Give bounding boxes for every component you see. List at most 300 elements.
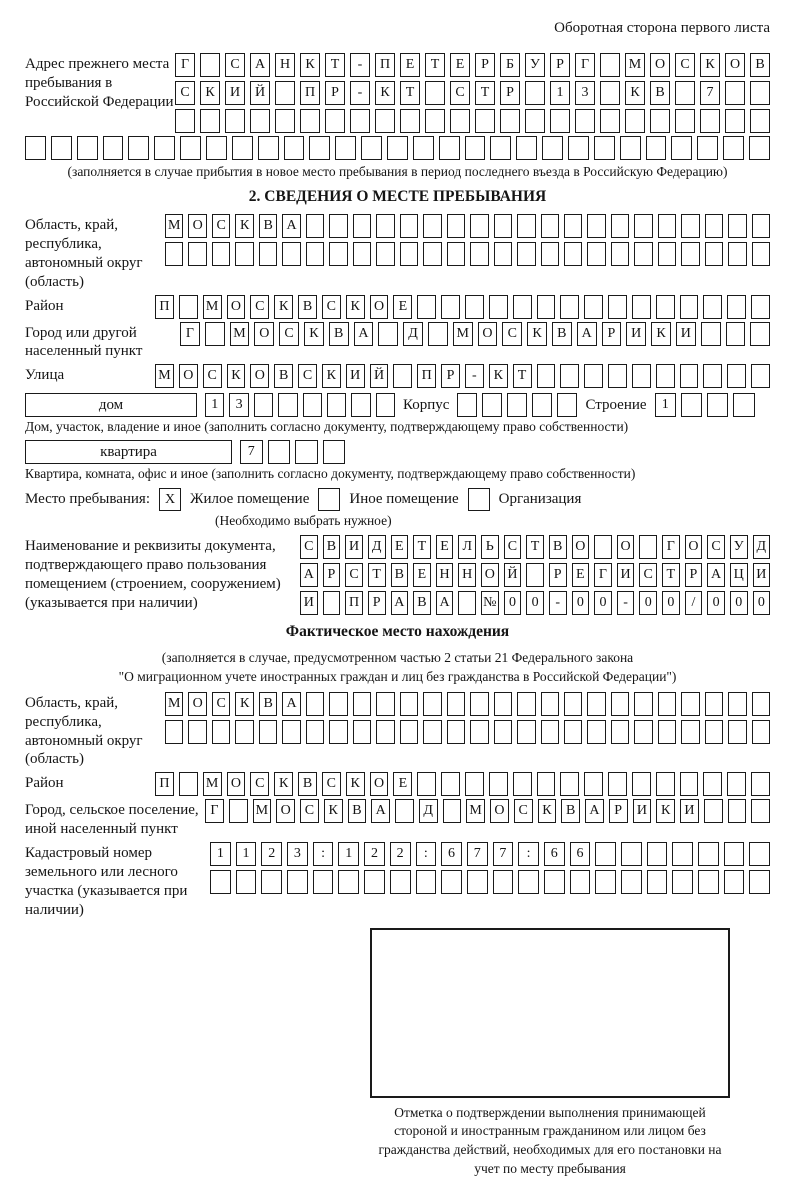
- char-cell[interactable]: С: [322, 772, 341, 796]
- char-cell[interactable]: [507, 393, 527, 417]
- char-cell[interactable]: О: [481, 563, 499, 587]
- char-cell[interactable]: Ь: [481, 535, 499, 559]
- char-cell[interactable]: О: [254, 322, 274, 346]
- char-cell[interactable]: [698, 870, 719, 894]
- char-cell[interactable]: [542, 136, 563, 160]
- char-cell[interactable]: [733, 393, 754, 417]
- char-cell[interactable]: [752, 720, 770, 744]
- char-cell[interactable]: Д: [753, 535, 771, 559]
- char-cell[interactable]: К: [274, 295, 293, 319]
- char-cell[interactable]: [390, 870, 411, 894]
- char-cell[interactable]: [526, 563, 544, 587]
- char-cell[interactable]: Н: [275, 53, 295, 77]
- char-cell[interactable]: [258, 136, 279, 160]
- char-cell[interactable]: [751, 295, 770, 319]
- char-cell[interactable]: [393, 364, 412, 388]
- char-cell[interactable]: О: [276, 799, 295, 823]
- char-cell[interactable]: [395, 799, 414, 823]
- char-cell[interactable]: [275, 109, 295, 133]
- char-cell[interactable]: И: [633, 799, 652, 823]
- char-cell[interactable]: [494, 720, 512, 744]
- char-cell[interactable]: В: [329, 322, 349, 346]
- char-cell[interactable]: [575, 109, 595, 133]
- char-cell[interactable]: Р: [325, 81, 345, 105]
- char-cell[interactable]: 6: [441, 842, 462, 866]
- char-cell[interactable]: [306, 242, 324, 266]
- char-cell[interactable]: Е: [413, 563, 431, 587]
- char-cell[interactable]: О: [188, 214, 206, 238]
- char-cell[interactable]: [749, 870, 770, 894]
- char-cell[interactable]: [611, 720, 629, 744]
- char-cell[interactable]: [656, 295, 675, 319]
- char-cell[interactable]: [611, 692, 629, 716]
- char-cell[interactable]: [656, 364, 675, 388]
- char-cell[interactable]: [212, 720, 230, 744]
- char-cell[interactable]: [338, 870, 359, 894]
- char-cell[interactable]: 0: [753, 591, 771, 615]
- char-cell[interactable]: [205, 322, 225, 346]
- char-cell[interactable]: [658, 242, 676, 266]
- char-cell[interactable]: [611, 242, 629, 266]
- char-cell[interactable]: [727, 295, 746, 319]
- char-cell[interactable]: Р: [602, 322, 622, 346]
- char-cell[interactable]: 7: [700, 81, 720, 105]
- char-cell[interactable]: [600, 109, 620, 133]
- char-cell[interactable]: [707, 393, 728, 417]
- char-cell[interactable]: [632, 295, 651, 319]
- checkbox-other-premises[interactable]: [318, 488, 340, 511]
- char-cell[interactable]: [517, 720, 535, 744]
- char-cell[interactable]: [634, 242, 652, 266]
- char-cell[interactable]: Г: [205, 799, 224, 823]
- char-cell[interactable]: [447, 214, 465, 238]
- char-cell[interactable]: О: [478, 322, 498, 346]
- char-cell[interactable]: [537, 772, 556, 796]
- char-cell[interactable]: [306, 720, 324, 744]
- char-cell[interactable]: [727, 364, 746, 388]
- char-cell[interactable]: С: [450, 81, 470, 105]
- char-cell[interactable]: [518, 870, 539, 894]
- char-cell[interactable]: [353, 242, 371, 266]
- char-cell[interactable]: [544, 870, 565, 894]
- char-cell[interactable]: [587, 214, 605, 238]
- char-cell[interactable]: [560, 772, 579, 796]
- char-cell[interactable]: [303, 393, 322, 417]
- char-cell[interactable]: [564, 214, 582, 238]
- char-cell[interactable]: [200, 53, 220, 77]
- char-cell[interactable]: С: [300, 799, 319, 823]
- char-cell[interactable]: [210, 870, 231, 894]
- char-cell[interactable]: [697, 136, 718, 160]
- char-cell[interactable]: [493, 870, 514, 894]
- house-type-box[interactable]: дом: [25, 393, 197, 417]
- char-cell[interactable]: 0: [662, 591, 680, 615]
- char-cell[interactable]: И: [346, 364, 365, 388]
- char-cell[interactable]: [750, 81, 770, 105]
- char-cell[interactable]: [423, 720, 441, 744]
- char-cell[interactable]: [327, 393, 346, 417]
- char-cell[interactable]: А: [282, 214, 300, 238]
- char-cell[interactable]: В: [259, 692, 277, 716]
- char-cell[interactable]: О: [188, 692, 206, 716]
- char-cell[interactable]: [439, 136, 460, 160]
- char-cell[interactable]: С: [298, 364, 317, 388]
- char-cell[interactable]: С: [279, 322, 299, 346]
- char-cell[interactable]: [750, 109, 770, 133]
- char-cell[interactable]: 1: [205, 393, 224, 417]
- char-cell[interactable]: Н: [436, 563, 454, 587]
- char-cell[interactable]: [275, 81, 295, 105]
- char-cell[interactable]: -: [549, 591, 567, 615]
- char-cell[interactable]: [728, 242, 746, 266]
- char-cell[interactable]: [639, 535, 657, 559]
- char-cell[interactable]: К: [346, 295, 365, 319]
- char-cell[interactable]: [278, 393, 297, 417]
- char-cell[interactable]: [587, 692, 605, 716]
- char-cell[interactable]: Г: [662, 535, 680, 559]
- char-cell[interactable]: [681, 242, 699, 266]
- char-cell[interactable]: [282, 720, 300, 744]
- char-cell[interactable]: М: [466, 799, 485, 823]
- char-cell[interactable]: [513, 295, 532, 319]
- char-cell[interactable]: [295, 440, 318, 464]
- char-cell[interactable]: Р: [441, 364, 460, 388]
- char-cell[interactable]: [447, 242, 465, 266]
- char-cell[interactable]: [416, 870, 437, 894]
- char-cell[interactable]: Т: [413, 535, 431, 559]
- char-cell[interactable]: С: [212, 214, 230, 238]
- char-cell[interactable]: С: [250, 295, 269, 319]
- char-cell[interactable]: [417, 772, 436, 796]
- char-cell[interactable]: [557, 393, 577, 417]
- char-cell[interactable]: 3: [229, 393, 248, 417]
- char-cell[interactable]: Й: [370, 364, 389, 388]
- char-cell[interactable]: 7: [240, 440, 263, 464]
- char-cell[interactable]: [154, 136, 175, 160]
- char-cell[interactable]: [329, 242, 347, 266]
- char-cell[interactable]: У: [525, 53, 545, 77]
- char-cell[interactable]: 0: [526, 591, 544, 615]
- char-cell[interactable]: [417, 295, 436, 319]
- char-cell[interactable]: [387, 136, 408, 160]
- char-cell[interactable]: 2: [261, 842, 282, 866]
- char-cell[interactable]: К: [304, 322, 324, 346]
- char-cell[interactable]: К: [651, 322, 671, 346]
- char-cell[interactable]: [752, 214, 770, 238]
- char-cell[interactable]: [165, 242, 183, 266]
- char-cell[interactable]: [595, 870, 616, 894]
- char-cell[interactable]: [727, 772, 746, 796]
- char-cell[interactable]: Е: [391, 535, 409, 559]
- char-cell[interactable]: 6: [570, 842, 591, 866]
- char-cell[interactable]: [621, 870, 642, 894]
- char-cell[interactable]: [423, 214, 441, 238]
- char-cell[interactable]: [560, 364, 579, 388]
- char-cell[interactable]: С: [707, 535, 725, 559]
- char-cell[interactable]: И: [225, 81, 245, 105]
- char-cell[interactable]: [443, 799, 462, 823]
- char-cell[interactable]: [728, 692, 746, 716]
- char-cell[interactable]: [647, 870, 668, 894]
- char-cell[interactable]: -: [465, 364, 484, 388]
- char-cell[interactable]: К: [625, 81, 645, 105]
- char-cell[interactable]: А: [371, 799, 390, 823]
- char-cell[interactable]: Н: [458, 563, 476, 587]
- char-cell[interactable]: А: [585, 799, 604, 823]
- char-cell[interactable]: [516, 136, 537, 160]
- char-cell[interactable]: [364, 870, 385, 894]
- char-cell[interactable]: И: [676, 322, 696, 346]
- char-cell[interactable]: А: [282, 692, 300, 716]
- char-cell[interactable]: [325, 109, 345, 133]
- char-cell[interactable]: [447, 692, 465, 716]
- char-cell[interactable]: [564, 242, 582, 266]
- char-cell[interactable]: [353, 720, 371, 744]
- char-cell[interactable]: Р: [500, 81, 520, 105]
- char-cell[interactable]: [470, 692, 488, 716]
- char-cell[interactable]: И: [345, 535, 363, 559]
- char-cell[interactable]: :: [313, 842, 334, 866]
- char-cell[interactable]: 2: [364, 842, 385, 866]
- char-cell[interactable]: [235, 720, 253, 744]
- char-cell[interactable]: 7: [467, 842, 488, 866]
- char-cell[interactable]: [261, 870, 282, 894]
- char-cell[interactable]: [323, 591, 341, 615]
- char-cell[interactable]: Е: [393, 295, 412, 319]
- char-cell[interactable]: [180, 136, 201, 160]
- char-cell[interactable]: 0: [504, 591, 522, 615]
- char-cell[interactable]: О: [227, 772, 246, 796]
- char-cell[interactable]: [306, 692, 324, 716]
- char-cell[interactable]: [361, 136, 382, 160]
- char-cell[interactable]: [103, 136, 124, 160]
- char-cell[interactable]: 0: [707, 591, 725, 615]
- char-cell[interactable]: С: [322, 295, 341, 319]
- checkbox-organization[interactable]: [468, 488, 490, 511]
- char-cell[interactable]: [77, 136, 98, 160]
- char-cell[interactable]: -: [350, 81, 370, 105]
- char-cell[interactable]: [600, 81, 620, 105]
- char-cell[interactable]: Ц: [730, 563, 748, 587]
- char-cell[interactable]: К: [527, 322, 547, 346]
- char-cell[interactable]: [212, 242, 230, 266]
- char-cell[interactable]: 1: [550, 81, 570, 105]
- char-cell[interactable]: С: [212, 692, 230, 716]
- char-cell[interactable]: М: [453, 322, 473, 346]
- char-cell[interactable]: [232, 136, 253, 160]
- char-cell[interactable]: Е: [436, 535, 454, 559]
- char-cell[interactable]: А: [707, 563, 725, 587]
- char-cell[interactable]: [632, 772, 651, 796]
- char-cell[interactable]: [470, 214, 488, 238]
- char-cell[interactable]: О: [370, 772, 389, 796]
- char-cell[interactable]: [570, 870, 591, 894]
- char-cell[interactable]: Е: [572, 563, 590, 587]
- char-cell[interactable]: К: [300, 53, 320, 77]
- char-cell[interactable]: А: [300, 563, 318, 587]
- char-cell[interactable]: [323, 440, 346, 464]
- char-cell[interactable]: И: [680, 799, 699, 823]
- char-cell[interactable]: Г: [594, 563, 612, 587]
- char-cell[interactable]: [400, 720, 418, 744]
- char-cell[interactable]: [646, 136, 667, 160]
- char-cell[interactable]: [400, 109, 420, 133]
- char-cell[interactable]: [441, 295, 460, 319]
- char-cell[interactable]: Г: [575, 53, 595, 77]
- char-cell[interactable]: 1: [655, 393, 676, 417]
- char-cell[interactable]: К: [274, 772, 293, 796]
- char-cell[interactable]: [608, 295, 627, 319]
- char-cell[interactable]: [517, 692, 535, 716]
- char-cell[interactable]: :: [518, 842, 539, 866]
- char-cell[interactable]: П: [345, 591, 363, 615]
- char-cell[interactable]: [335, 136, 356, 160]
- char-cell[interactable]: [128, 136, 149, 160]
- char-cell[interactable]: 3: [287, 842, 308, 866]
- char-cell[interactable]: [400, 692, 418, 716]
- char-cell[interactable]: Й: [250, 81, 270, 105]
- char-cell[interactable]: Р: [685, 563, 703, 587]
- char-cell[interactable]: Т: [526, 535, 544, 559]
- char-cell[interactable]: Т: [368, 563, 386, 587]
- char-cell[interactable]: К: [489, 364, 508, 388]
- char-cell[interactable]: [250, 109, 270, 133]
- char-cell[interactable]: [425, 81, 445, 105]
- char-cell[interactable]: -: [617, 591, 635, 615]
- char-cell[interactable]: П: [375, 53, 395, 77]
- char-cell[interactable]: [179, 295, 198, 319]
- char-cell[interactable]: О: [490, 799, 509, 823]
- char-cell[interactable]: О: [685, 535, 703, 559]
- char-cell[interactable]: У: [730, 535, 748, 559]
- char-cell[interactable]: [656, 772, 675, 796]
- char-cell[interactable]: [188, 242, 206, 266]
- char-cell[interactable]: [465, 295, 484, 319]
- char-cell[interactable]: [259, 242, 277, 266]
- char-cell[interactable]: И: [617, 563, 635, 587]
- char-cell[interactable]: О: [650, 53, 670, 77]
- char-cell[interactable]: [225, 109, 245, 133]
- char-cell[interactable]: [51, 136, 72, 160]
- char-cell[interactable]: [724, 870, 745, 894]
- char-cell[interactable]: [525, 81, 545, 105]
- char-cell[interactable]: С: [504, 535, 522, 559]
- char-cell[interactable]: [350, 109, 370, 133]
- char-cell[interactable]: [353, 214, 371, 238]
- char-cell[interactable]: [703, 364, 722, 388]
- char-cell[interactable]: [672, 870, 693, 894]
- char-cell[interactable]: [490, 136, 511, 160]
- char-cell[interactable]: [282, 242, 300, 266]
- char-cell[interactable]: [671, 136, 692, 160]
- char-cell[interactable]: [600, 53, 620, 77]
- char-cell[interactable]: [728, 214, 746, 238]
- char-cell[interactable]: [467, 870, 488, 894]
- char-cell[interactable]: [313, 870, 334, 894]
- char-cell[interactable]: [681, 214, 699, 238]
- char-cell[interactable]: [400, 242, 418, 266]
- char-cell[interactable]: [541, 242, 559, 266]
- char-cell[interactable]: [376, 242, 394, 266]
- char-cell[interactable]: М: [165, 214, 183, 238]
- char-cell[interactable]: В: [391, 563, 409, 587]
- char-cell[interactable]: №: [481, 591, 499, 615]
- char-cell[interactable]: [475, 109, 495, 133]
- char-cell[interactable]: [728, 720, 746, 744]
- char-cell[interactable]: [658, 720, 676, 744]
- char-cell[interactable]: Б: [500, 53, 520, 77]
- char-cell[interactable]: П: [300, 81, 320, 105]
- char-cell[interactable]: И: [626, 322, 646, 346]
- char-cell[interactable]: [647, 842, 668, 866]
- char-cell[interactable]: [658, 692, 676, 716]
- char-cell[interactable]: 1: [236, 842, 257, 866]
- char-cell[interactable]: :: [416, 842, 437, 866]
- char-cell[interactable]: [705, 214, 723, 238]
- char-cell[interactable]: Е: [393, 772, 412, 796]
- char-cell[interactable]: В: [413, 591, 431, 615]
- char-cell[interactable]: 3: [575, 81, 595, 105]
- char-cell[interactable]: [751, 364, 770, 388]
- char-cell[interactable]: [413, 136, 434, 160]
- char-cell[interactable]: [494, 242, 512, 266]
- char-cell[interactable]: [235, 242, 253, 266]
- char-cell[interactable]: А: [391, 591, 409, 615]
- char-cell[interactable]: [400, 214, 418, 238]
- char-cell[interactable]: М: [625, 53, 645, 77]
- char-cell[interactable]: В: [274, 364, 293, 388]
- char-cell[interactable]: [254, 393, 273, 417]
- char-cell[interactable]: [489, 295, 508, 319]
- char-cell[interactable]: [701, 322, 721, 346]
- char-cell[interactable]: [725, 109, 745, 133]
- char-cell[interactable]: 7: [493, 842, 514, 866]
- char-cell[interactable]: /: [685, 591, 703, 615]
- char-cell[interactable]: [259, 720, 277, 744]
- char-cell[interactable]: 1: [338, 842, 359, 866]
- char-cell[interactable]: [229, 799, 248, 823]
- char-cell[interactable]: [537, 364, 556, 388]
- char-cell[interactable]: [594, 535, 612, 559]
- char-cell[interactable]: [300, 109, 320, 133]
- char-cell[interactable]: [611, 214, 629, 238]
- char-cell[interactable]: [376, 214, 394, 238]
- char-cell[interactable]: Т: [662, 563, 680, 587]
- char-cell[interactable]: 0: [730, 591, 748, 615]
- char-cell[interactable]: [470, 720, 488, 744]
- char-cell[interactable]: [465, 772, 484, 796]
- char-cell[interactable]: К: [200, 81, 220, 105]
- char-cell[interactable]: [621, 842, 642, 866]
- char-cell[interactable]: [306, 214, 324, 238]
- char-cell[interactable]: К: [700, 53, 720, 77]
- char-cell[interactable]: Г: [175, 53, 195, 77]
- char-cell[interactable]: С: [502, 322, 522, 346]
- char-cell[interactable]: [206, 136, 227, 160]
- char-cell[interactable]: С: [225, 53, 245, 77]
- char-cell[interactable]: [423, 242, 441, 266]
- char-cell[interactable]: [179, 772, 198, 796]
- char-cell[interactable]: 0: [572, 591, 590, 615]
- char-cell[interactable]: К: [227, 364, 246, 388]
- char-cell[interactable]: [723, 136, 744, 160]
- char-cell[interactable]: Т: [425, 53, 445, 77]
- char-cell[interactable]: [287, 870, 308, 894]
- char-cell[interactable]: [724, 842, 745, 866]
- char-cell[interactable]: 0: [594, 591, 612, 615]
- char-cell[interactable]: 0: [639, 591, 657, 615]
- char-cell[interactable]: [537, 295, 556, 319]
